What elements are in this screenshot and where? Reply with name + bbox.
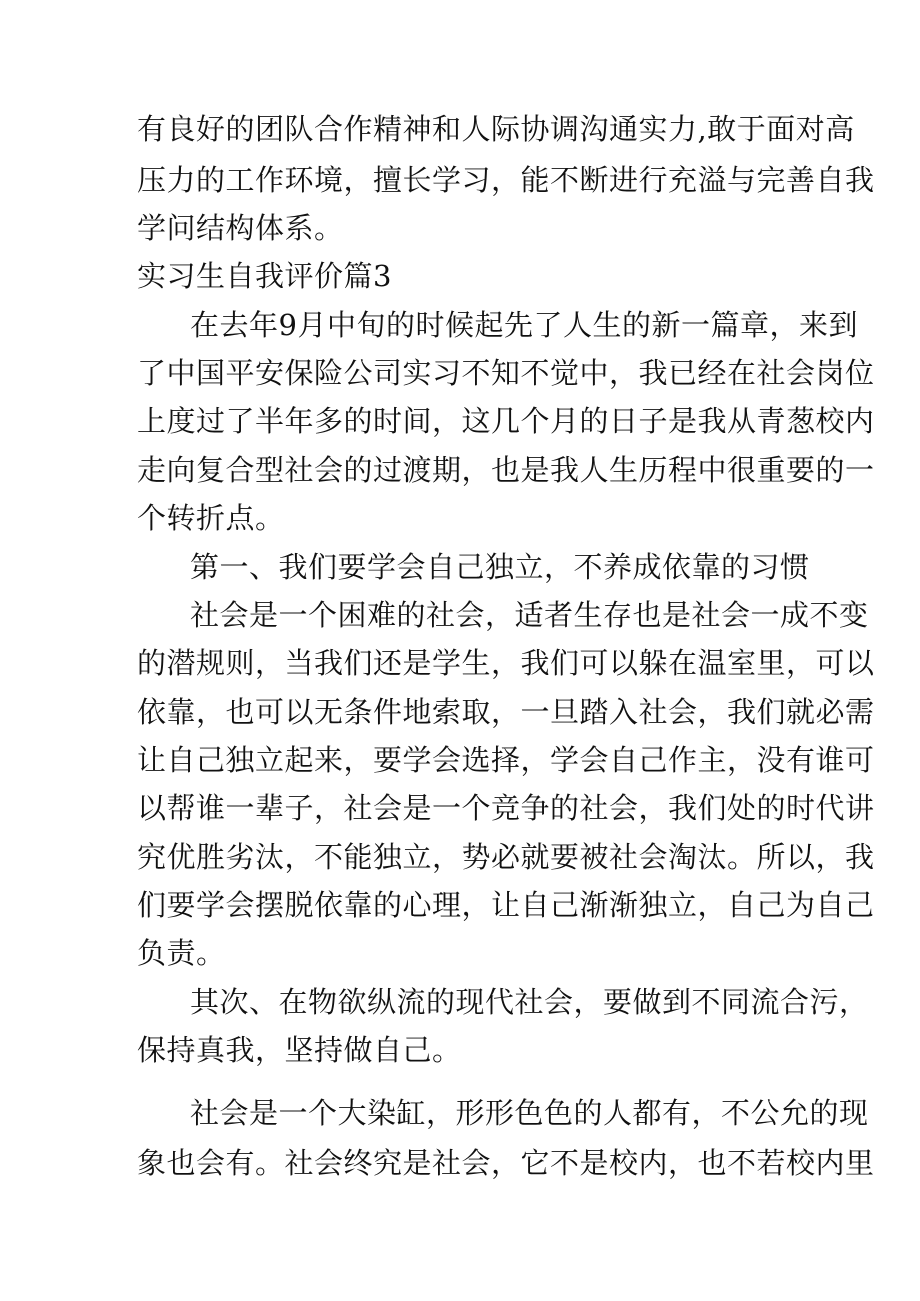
text-line: 以帮谁一辈子，社会是一个竞争的社会，我们处的时代讲 <box>137 791 875 825</box>
text-line: 学问结构体系。 <box>137 211 344 245</box>
text-line: 象也会有。社会终究是社会，它不是校内，也不若校内里 <box>137 1146 875 1180</box>
text-line: 们要学会摆脱依靠的心理，让自己渐渐独立，自己为自己 <box>137 888 875 922</box>
text-line: 有良好的团队合作精神和人际协调沟通实力,敢于面对高 <box>137 112 855 146</box>
text-line: 在去年9月中旬的时候起先了人生的新一篇章，来到 <box>190 308 858 342</box>
text-line: 社会是一个大染缸，形形色色的人都有，不公允的现 <box>190 1096 869 1130</box>
text-line: 究优胜劣汰，不能独立，势必就要被社会淘汰。所以，我 <box>137 840 875 874</box>
text-line: 依靠，也可以无条件地索取，一旦踏入社会，我们就必需 <box>137 695 875 729</box>
text-line: 个转折点。 <box>137 501 285 535</box>
text-line: 其次、在物欲纵流的现代社会，要做到不同流合污， <box>190 985 869 1019</box>
text-line: 社会是一个困难的社会，适者生存也是社会一成不变 <box>190 598 869 632</box>
text-line: 压力的工作环境，擅长学习，能不断进行充溢与完善自我 <box>137 163 875 197</box>
subheading-line: 第一、我们要学会自己独立，不养成依靠的习惯 <box>190 550 810 584</box>
text-line: 走向复合型社会的过渡期，也是我人生历程中很重要的一 <box>137 453 875 487</box>
text-line: 让自己独立起来，要学会选择，学会自己作主，没有谁可 <box>137 743 875 777</box>
text-line: 负责。 <box>137 936 226 970</box>
text-line: 上度过了半年多的时间，这几个月的日子是我从青葱校内 <box>137 404 875 438</box>
text-line: 了中国平安保险公司实习不知不觉中，我已经在社会岗位 <box>137 356 875 390</box>
section-heading: 实习生自我评价篇3 <box>137 259 392 293</box>
text-line: 的潜规则，当我们还是学生，我们可以躲在温室里，可以 <box>137 646 875 680</box>
text-line: 保持真我，坚持做自己。 <box>137 1033 462 1067</box>
